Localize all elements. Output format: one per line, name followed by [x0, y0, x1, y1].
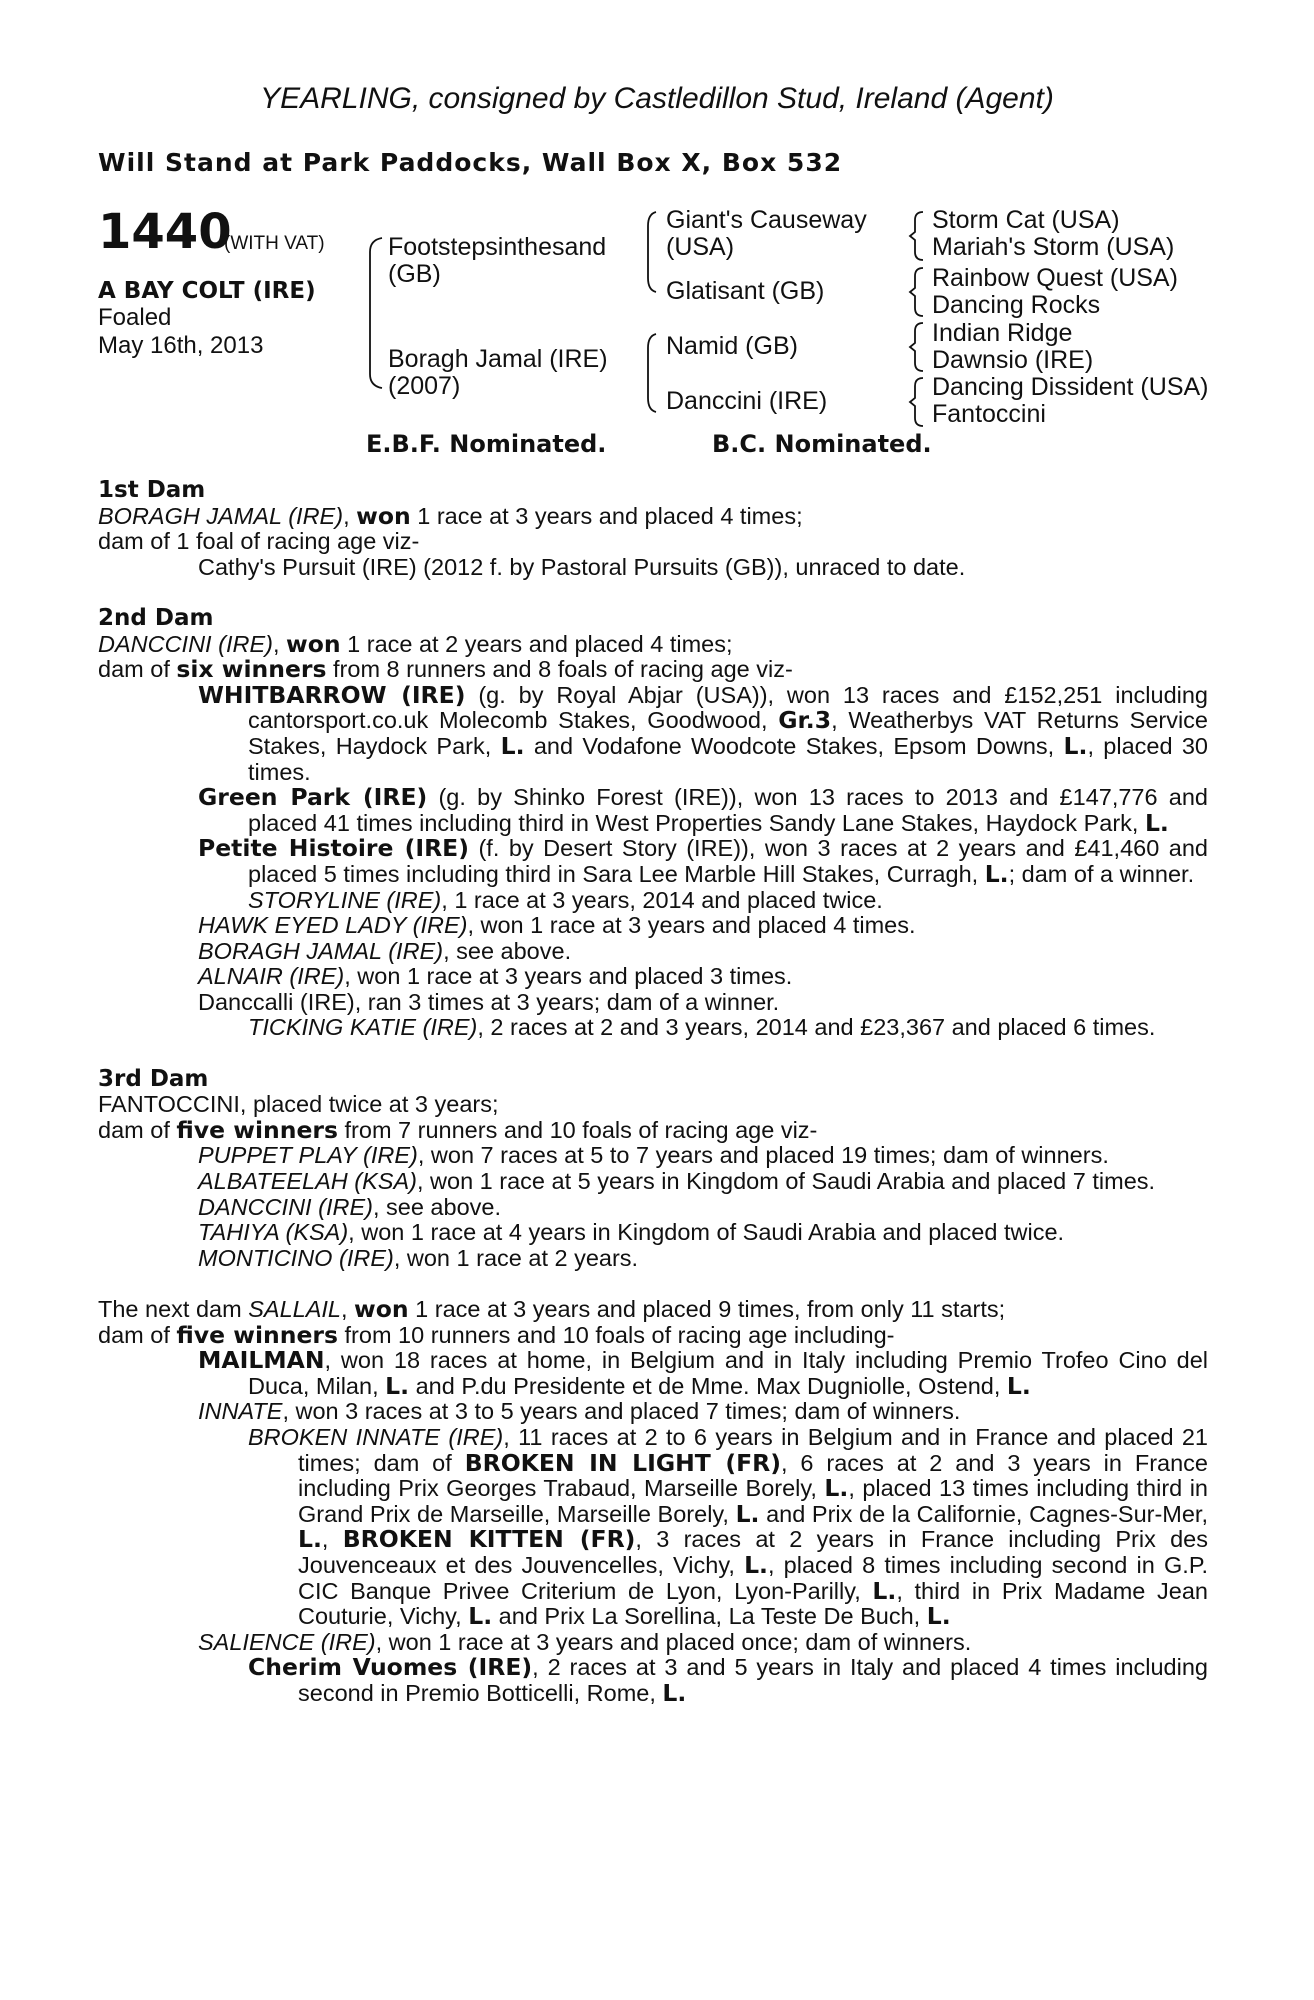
- second-dam-line: DANCCINI (IRE), won 1 race at 2 years and placed 4 times;: [98, 629, 733, 658]
- bracket-sd: [910, 268, 923, 316]
- second-dam-produce: dam of six winners from 8 runners and 8 foals of racing age viz-: [98, 655, 793, 684]
- bc-nominated: B.C. Nominated.: [712, 430, 932, 458]
- produce-cherim-vuomes: Cherim Vuomes (IRE), 2 races at 3 and 5 years in Italy and placed 4 times including second in Premio Botticelli, Rome, L.: [248, 1653, 1208, 1707]
- bracket-colt: [370, 238, 382, 388]
- bracket-dam: [648, 334, 656, 412]
- pedigree-g3-2: Mariah's Storm (USA): [932, 233, 1175, 261]
- pedigree-g3-1: Storm Cat (USA): [932, 206, 1120, 234]
- third-dam-line: FANTOCCINI, placed twice at 3 years;: [98, 1091, 499, 1118]
- produce-puppet-play: PUPPET PLAY (IRE), won 7 races at 5 to 7 years and placed 19 times; dam of winners.: [198, 1142, 1109, 1169]
- bracket-ss: [910, 212, 923, 260]
- pedigree-g3-7: Dancing Dissident (USA): [932, 373, 1209, 401]
- produce-monticino: MONTICINO (IRE), won 1 race at 2 years.: [198, 1244, 639, 1271]
- produce-whitbarrow: WHITBARROW (IRE) (g. by Royal Abjar (USA)), won 13 races and £152,251 including cantorsport.co.uk Molecomb Stakes, Goodwood, Gr.3, Weatherbys VAT Returns Service Stakes, Haydock Park, L. and Vodafone Woodcote Stakes, Epsom Downs, L., placed 30 times.: [198, 680, 1208, 785]
- first-dam-produce: dam of 1 foal of racing age viz-: [98, 528, 420, 555]
- foaled-label: Foaled: [98, 304, 172, 331]
- produce-broken-innate: BROKEN INNATE (IRE), 11 races at 2 to 6 years in Belgium and in France and placed 21 times; dam of BROKEN IN LIGHT (FR), 6 races at 2 and 3 years in France including Prix Georges Trabaud, Marseille Borely, L., placed 13 times including third in Grand Prix de Marseille, Marseille Borely, L. and Prix de la Californie, Cagnes-Sur-Mer, L., BROKEN KITTEN (FR), 3 races at 2 years in France including Prix des Jouvenceaux et des Jouvencelles, Vichy, L., placed 8 times including second in G.P. CIC Banque Privee Criterium de Lyon, Lyon-Parilly, L., third in Prix Madame Jean Couturie, Vichy, L. and Prix La Sorellina, La Teste De Buch, L.: [248, 1423, 1208, 1631]
- pedigree-sire-sire: Giant's Causeway (USA): [666, 206, 867, 261]
- pedigree-sire-dam: Glatisant (GB): [666, 277, 825, 305]
- next-dam-line: The next dam SALLAIL, won 1 race at 3 years and placed 9 times, from only 11 starts;: [98, 1295, 1006, 1323]
- third-dam-produce: dam of five winners from 7 runners and 10 foals of racing age viz-: [98, 1115, 818, 1144]
- pedigree-g3-4: Dancing Rocks: [932, 291, 1101, 319]
- pedigree-dam: Boragh Jamal (IRE) (2007): [388, 345, 608, 400]
- ebf-nominated: E.B.F. Nominated.: [366, 430, 607, 458]
- produce-salience: SALIENCE (IRE), won 1 race at 3 years and placed once; dam of winners.: [198, 1628, 972, 1655]
- first-dam-foal: Cathy's Pursuit (IRE) (2012 f. by Pastoral Pursuits (GB)), unraced to date.: [198, 553, 966, 580]
- bracket-sire: [648, 212, 656, 292]
- first-dam-heading: 1st Dam: [98, 477, 206, 503]
- second-dam-heading: 2nd Dam: [98, 604, 214, 631]
- produce-petite-histoire: Petite Histoire (IRE) (f. by Desert Story (IRE)), won 3 races at 2 years and £41,460 and placed 5 times including third in Sara Lee Marble Hill Stakes, Curragh, L.; dam of a winner.: [198, 834, 1208, 888]
- produce-mailman: MAILMAN, won 18 races at home, in Belgium and in Italy including Premio Trofeo Cino del Duca, Milan, L. and P.du Presidente et de Mme. Max Dugniolle, Ostend, L.: [198, 1346, 1208, 1400]
- produce-ticking-katie: TICKING KATIE (IRE), 2 races at 2 and 3 years, 2014 and £23,367 and placed 6 times.: [248, 1014, 1156, 1041]
- lot-name: A BAY COLT (IRE): [98, 278, 316, 304]
- pedigree-g3-5: Indian Ridge: [932, 319, 1073, 347]
- produce-danccalli: Danccalli (IRE), ran 3 times at 3 years; dam of a winner.: [198, 988, 780, 1015]
- first-dam-line: BORAGH JAMAL (IRE), won 1 race at 3 years and placed 4 times;: [98, 501, 803, 530]
- pedigree-g3-3: Rainbow Quest (USA): [932, 264, 1178, 292]
- next-dam-produce: dam of five winners from 10 runners and 10 foals of racing age including-: [98, 1320, 895, 1349]
- lot-number: 1440: [98, 204, 232, 260]
- produce-tahiya: TAHIYA (KSA), won 1 race at 4 years in Kingdom of Saudi Arabia and placed twice.: [198, 1219, 1065, 1246]
- third-dam-heading: 3rd Dam: [98, 1065, 209, 1092]
- produce-green-park: Green Park (IRE) (g. by Shinko Forest (IRE)), won 13 races to 2013 and £147,776 and placed 41 times including third in West Properties Sandy Lane Stakes, Haydock Park, L.: [198, 783, 1208, 837]
- catalogue-body: [98, 478, 1208, 1707]
- page-title: YEARLING, consigned by Castledillon Stud, Ireland (Agent): [260, 82, 1054, 115]
- bracket-dd: [910, 378, 923, 426]
- produce-alnair: ALNAIR (IRE), won 1 race at 3 years and placed 3 times.: [198, 963, 793, 990]
- pedigree-dam-sire: Namid (GB): [666, 332, 798, 360]
- pedigree-dam-dam: Danccini (IRE): [666, 387, 828, 415]
- produce-innate: INNATE, won 3 races at 3 to 5 years and placed 7 times; dam of winners.: [198, 1398, 961, 1425]
- vat-note: (WITH VAT): [224, 233, 325, 254]
- foaled-date: May 16th, 2013: [98, 332, 264, 359]
- produce-storyline: STORYLINE (IRE), 1 race at 3 years, 2014 and placed twice.: [248, 886, 883, 913]
- produce-hawk-eyed-lady: HAWK EYED LADY (IRE), won 1 race at 3 years and placed 4 times.: [198, 912, 916, 939]
- produce-danccini: DANCCINI (IRE), see above.: [198, 1193, 501, 1220]
- bracket-ds: [910, 323, 923, 371]
- pedigree-g3-6: Dawnsio (IRE): [932, 346, 1094, 374]
- stand-location: Will Stand at Park Paddocks, Wall Box X, Box 532: [98, 148, 843, 177]
- produce-albateelah: ALBATEELAH (KSA), won 1 race at 5 years in Kingdom of Saudi Arabia and placed 7 times.: [198, 1168, 1156, 1195]
- pedigree-sire: Footstepsinthesand (GB): [388, 233, 607, 288]
- produce-boragh-jamal: BORAGH JAMAL (IRE), see above.: [198, 937, 572, 964]
- pedigree-g3-8: Fantoccini: [932, 400, 1046, 428]
